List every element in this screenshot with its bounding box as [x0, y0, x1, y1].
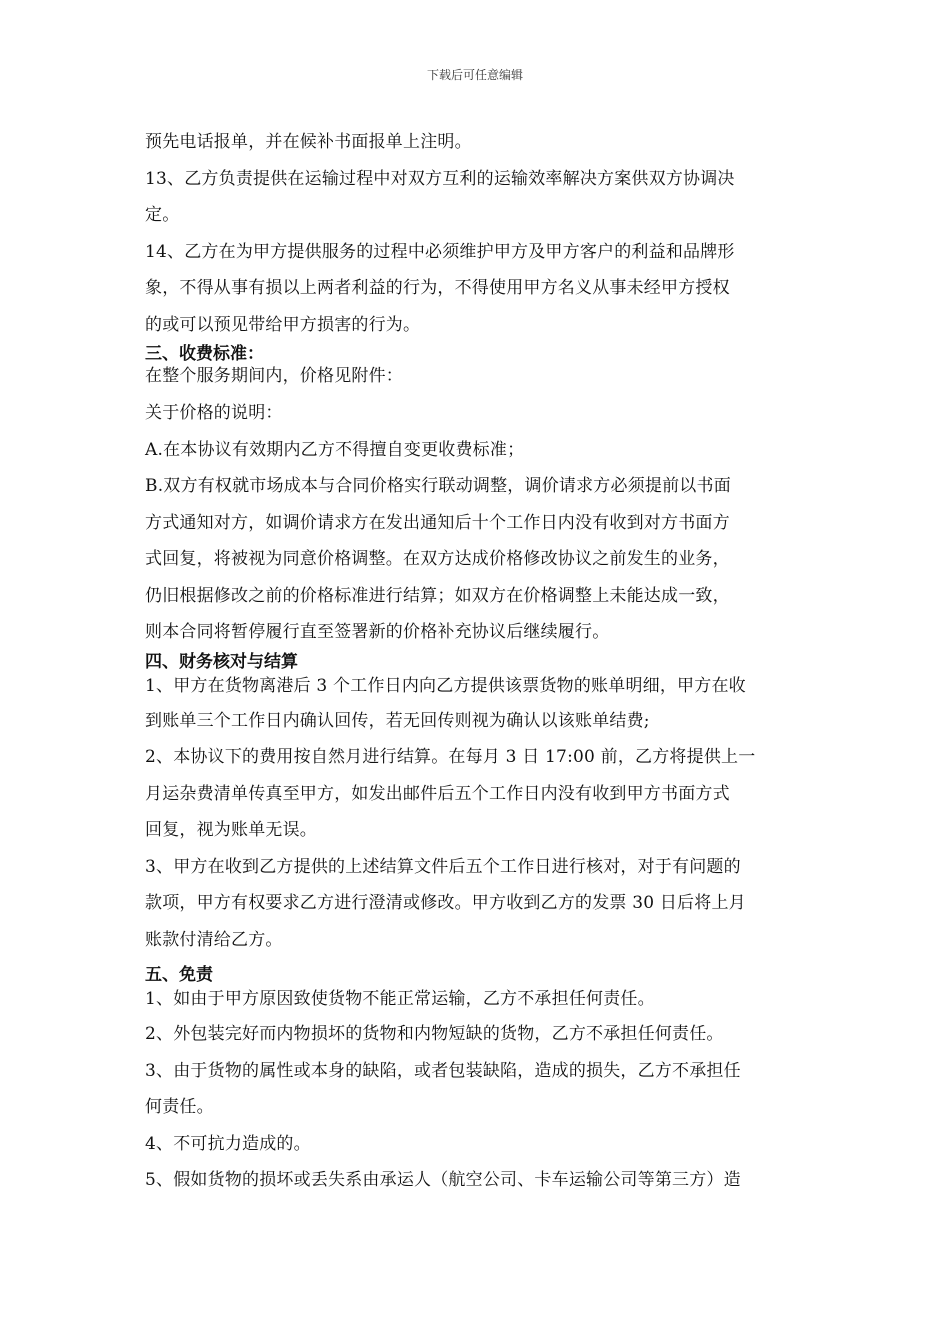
text-line: 则本合同将暂停履行直至签署新的价格补充协议后继续履行。: [145, 622, 610, 642]
text-line: 3、甲方在收到乙方提供的上述结算文件后五个工作日进行核对，对于有问题的: [145, 856, 741, 877]
finance-section: [145, 651, 807, 959]
text-line: 象，不得从事有损以上两者利益的行为，不得使用甲方名义从事未经甲方授权: [145, 278, 730, 298]
exemption-section: [145, 964, 807, 1199]
text-line: 方式通知对方，如调价请求方在发出通知后十个工作日内没有收到对方书面方: [145, 512, 730, 533]
text-line: A.在本协议有效期内乙方不得擅自变更收费标准；: [145, 439, 525, 460]
fee-section: [145, 343, 807, 651]
text-line: 到账单三个工作日内确认回传，若无回传则视为确认以该账单结费;: [145, 710, 650, 731]
text-line: 1、如由于甲方原因致使货物不能正常运输，乙方不承担任何责任。: [145, 989, 655, 1009]
text-line: B.双方有权就市场成本与合同价格实行联动调整，调价请求方必须提前以书面: [145, 476, 731, 496]
text-line: 4、不可抗力造成的。: [145, 1133, 311, 1154]
text-line: 账款付清给乙方。: [145, 929, 283, 950]
text-line: 月运杂费清单传真至甲方，如发出邮件后五个工作日内没有收到甲方书面方式: [145, 783, 730, 804]
text-line: 的或可以预见带给甲方损害的行为。: [145, 314, 421, 335]
text-line: 仍旧根据修改之前的价格标准进行结算；如双方在价格调整上未能达成一致，: [145, 585, 730, 606]
section-heading: 四、财务核对与结算: [145, 651, 298, 672]
text-line: 何责任。: [145, 1097, 214, 1117]
page-header: 下载后可任意编辑: [426, 68, 523, 82]
text-line: 14、乙方在为甲方提供服务的过程中必须维护甲方及甲方客户的利益和品牌形: [145, 241, 735, 262]
text-line: 2、本协议下的费用按自然月进行结算。在每月 3 日 17:00 前，乙方将提供上一: [145, 747, 756, 767]
text-line: 款项，甲方有权要求乙方进行澄清或修改。甲方收到乙方的发票 30 日后将上月: [145, 893, 746, 913]
continued-clauses: [145, 124, 807, 343]
text-line: 预先电话报单，并在候补书面报单上注明。: [145, 132, 472, 152]
document-body: [145, 124, 807, 1199]
text-line: 1、甲方在货物离港后 3 个工作日内向乙方提供该票货物的账单明细，甲方在收: [145, 675, 746, 696]
text-line: 式回复，将被视为同意价格调整。在双方达成价格修改协议之前发生的业务，: [145, 549, 730, 569]
text-line: 13、乙方负责提供在运输过程中对双方互利的运输效率解决方案供双方协调决: [145, 168, 735, 189]
section-heading: 五、免责: [145, 965, 213, 985]
text-line: 2、外包装完好而内物损坏的货物和内物短缺的货物，乙方不承担任何责任。: [145, 1024, 724, 1044]
section-heading: 三、收费标准：: [145, 344, 264, 364]
text-line: 5、假如货物的损坏或丢失系由承运人（航空公司、卡车运输公司等第三方）造: [145, 1170, 741, 1190]
text-line: 回复，视为账单无误。: [145, 820, 317, 840]
text-line: 3、由于货物的属性或本身的缺陷，或者包装缺陷，造成的损失，乙方不承担任: [145, 1060, 741, 1081]
text-line: 定。: [145, 205, 180, 225]
text-line: 在整个服务期间内，价格见附件：: [145, 366, 403, 386]
text-line: 关于价格的说明：: [145, 403, 283, 423]
